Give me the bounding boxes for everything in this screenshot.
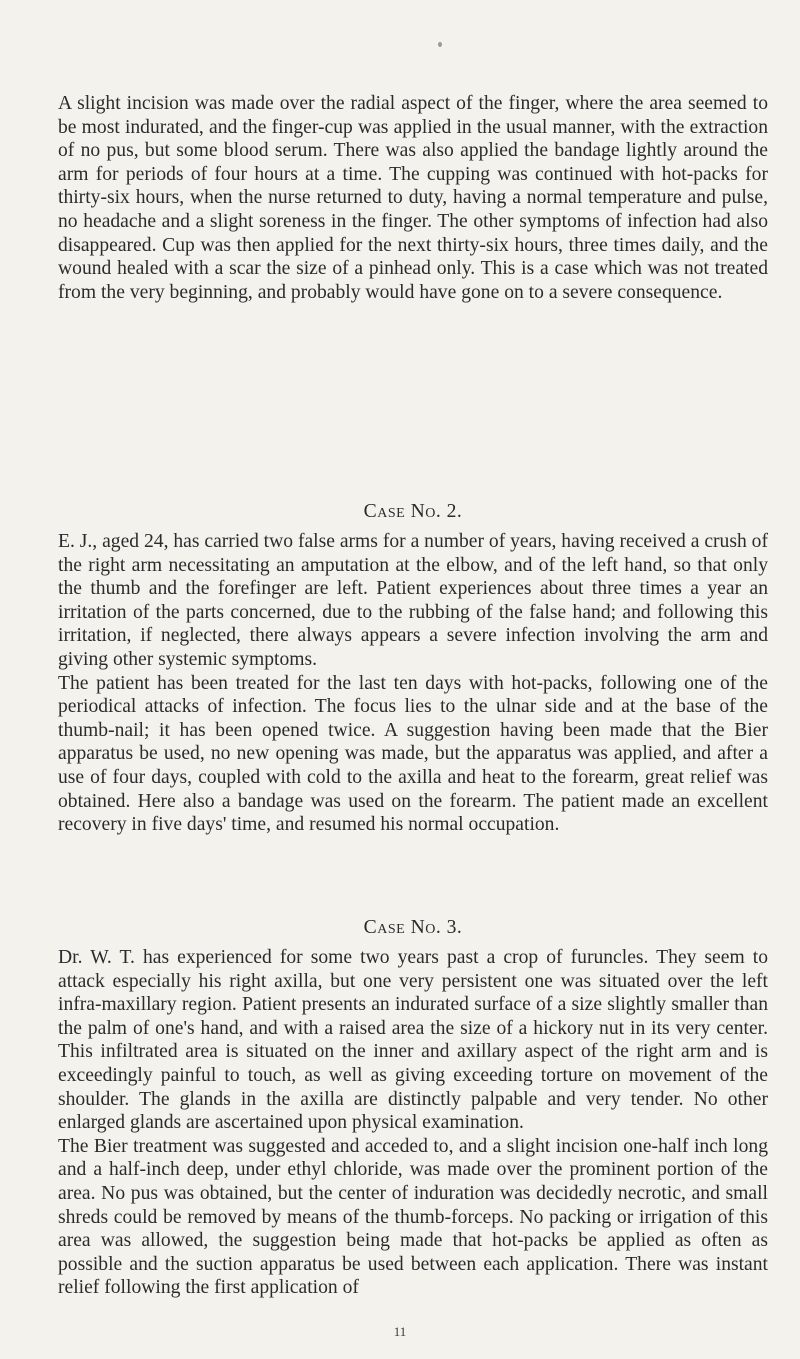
case-2-paragraph-2: The patient has been treated for the last ten days with hot-packs, following one of the periodical attacks of infection. The focus lies to the ulnar side and at the base of the thumb-nail; it has been opened twice. A suggestion having been made that the Bier apparatus be used, no new opening was made, but the apparatus was applied, and after a use of four days, coupled with cold to the axilla and heat to the forearm, great relief was obtained. Here also a bandage was used on the forearm. The patient made an excellent recovery in five days' time, and resumed his normal occupation. xyxy=(58,672,768,836)
case-3-heading: Case No. 3. xyxy=(363,917,463,938)
case-3-section xyxy=(58,946,768,1300)
page-number: 11 xyxy=(393,1324,407,1339)
case-3-paragraph-1: Dr. W. T. has experienced for some two years past a crop of furuncles. They seem to attack especially his right axilla, but one very persistent one was situated over the left infra-maxillary region. Patient presents an indurated surface of a size slightly smaller than the palm of one's hand, and with a raised area the size of a hickory nut in its very center. This infiltrated area is situated on the inner and axillary aspect of the right arm and is exceedingly painful to touch, as well as giving exceeding torture on movement of the shoulder. The glands in the axilla are distinctly palpable and very tender. No other enlarged glands are ascertained upon physical examination. xyxy=(58,947,768,1134)
case-2-heading: Case No. 2. xyxy=(363,501,463,522)
case-2-heading-wrap xyxy=(58,494,768,530)
case-2-paragraph-1: E. J., aged 24, has carried two false arms for a number of years, having received a crush of the right arm necessitating an amputation at the elbow, and of the left hand, so that only the thumb and the forefinger are left. Patient experiences about three times a year an irritation of the parts concerned, due to the rubbing of the false hand; and following this irritation, if neglected, there always appears a severe infection involving the arm and giving other systemic symptoms. xyxy=(58,531,768,670)
case-3-paragraph-2: The Bier treatment was suggested and acceded to, and a slight incision one-half inch long and a half-inch deep, under ethyl chloride, was made over the prominent portion of the area. No pus was obtained, but the center of induration was decidedly necrotic, and small shreds could be removed by means of the thumb-forceps. No packing or irrigation of this area was allowed, the suggestion being made that hot-packs be applied as often as possible and the suction apparatus be used between each application. There was instant relief following the first application of xyxy=(58,1135,768,1299)
intro-section xyxy=(58,92,768,304)
case-3-heading-wrap xyxy=(58,910,768,946)
print-speck xyxy=(438,42,442,47)
intro-paragraph: A slight incision was made over the radial aspect of the finger, where the area seemed to be most indurated, and the finger-cup was applied in the usual manner, with the extraction of no pus, but some blood serum. There was also applied the bandage lightly around the arm for periods of four hours at a time. The cupping was continued with hot-packs for thirty-six hours, when the nurse returned to duty, having a normal temperature and pulse, no headache and a slight soreness in the finger. The other symptoms of infection had also disappeared. Cup was then applied for the next thirty-six hours, three times daily, and the wound healed with a scar the size of a pinhead only. This is a case which was not treated from the very beginning, and probably would have gone on to a severe consequence. xyxy=(58,93,768,303)
case-2-section xyxy=(58,530,768,837)
